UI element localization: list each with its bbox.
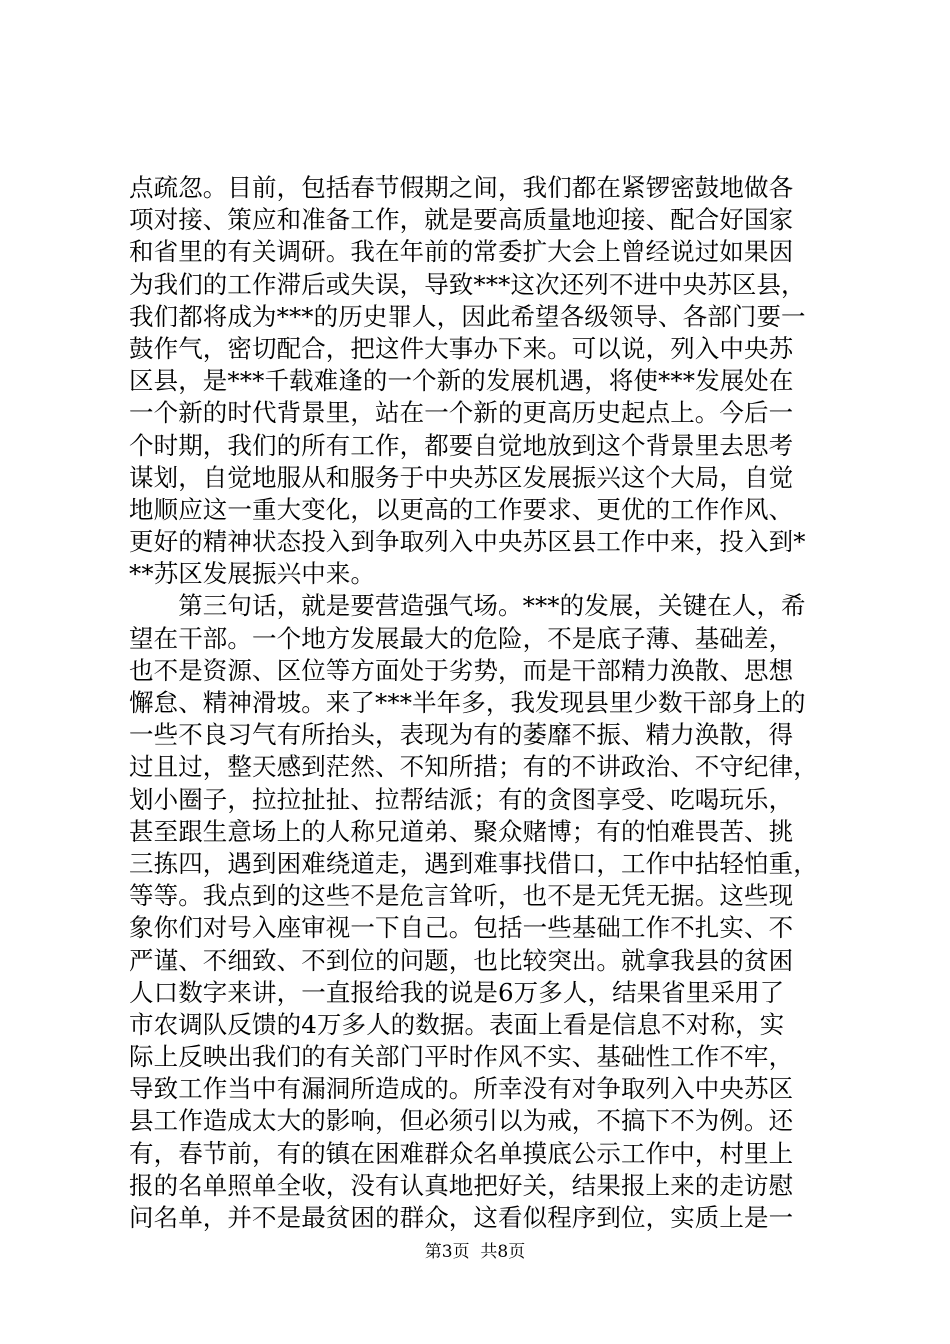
text-line: 甚至跟生意场上的人称兄道弟、聚众赌博；有的怕难畏苦、挑 — [129, 816, 794, 846]
text-line: 三拣四，遇到困难绕道走，遇到难事找借口，工作中拈轻怕重， — [129, 848, 818, 878]
text-line: 点疏忽。目前，包括春节假期之间，我们都在紧锣密鼓地做各 — [129, 173, 794, 202]
footer-separator — [470, 1242, 481, 1262]
text-line: 地顺应这一重大变化，以更高的工作要求、更优的工作作风、 — [129, 494, 794, 524]
text-line: 导致工作当中有漏洞所造成的。所幸没有对争取列入中央苏区 — [129, 1074, 794, 1104]
text-line: 人口数字来讲，一直报给我的说是6万多人，结果省里采用了 — [129, 977, 785, 1007]
text-line: 等等。我点到的这些不是危言耸听，也不是无凭无据。这些现 — [129, 881, 794, 911]
text-line: 象你们对号入座审视一下自己。包括一些基础工作不扎实、不 — [129, 913, 794, 943]
text-line: 项对接、策应和准备工作，就是要高质量地迎接、配合好国家 — [129, 205, 794, 235]
text-line: 为我们的工作滞后或失误，导致***这次还列不进中央苏区县， — [129, 269, 806, 299]
text-line: 望在干部。一个地方发展最大的危险，不是底子薄、基础差， — [129, 623, 794, 653]
text-line: 也不是资源、区位等方面处于劣势，而是干部精力涣散、思想 — [129, 655, 794, 685]
text-line: 和省里的有关调研。我在年前的常委扩大会上曾经说过如果因 — [129, 237, 794, 267]
text-line: 际上反映出我们的有关部门平时作风不实、基础性工作不牢， — [129, 1042, 794, 1072]
text-line: 我们都将成为***的历史罪人，因此希望各级领导、各部门要一 — [129, 301, 806, 331]
text-line: 一些不良习气有所抬头，表现为有的萎靡不振、精力涣散，得 — [129, 720, 794, 750]
page-footer — [0, 1241, 950, 1263]
text-line: 一个新的时代背景里，站在一个新的更高历史起点上。今后一 — [129, 398, 794, 428]
text-line: 县工作造成太大的影响，但必须引以为戒，不搞下不为例。还 — [129, 1106, 794, 1136]
text-line: 严谨、不细致、不到位的问题，也比较突出。就拿我县的贫困 — [129, 945, 794, 975]
document-body — [129, 172, 829, 1234]
text-line: 第三句话，就是要营造强气场。***的发展，关键在人，希 — [129, 591, 806, 621]
text-line: 过且过，整天感到茫然、不知所措；有的不讲政治、不守纪律， — [129, 752, 818, 782]
text-line: 问名单，并不是最贫困的群众，这看似程序到位，实质上是一 — [129, 1203, 794, 1232]
text-line: 区县，是***千载难逢的一个新的发展机遇，将使***发展处在 — [129, 366, 794, 396]
page-total: 共8页 — [480, 1242, 526, 1262]
text-line: 鼓作气，密切配合，把这件大事办下来。可以说，列入中央苏 — [129, 333, 794, 363]
text-line: 报的名单照单全收，没有认真地把好关，结果报上来的走访慰 — [129, 1170, 794, 1200]
text-line: 更好的精神状态投入到争取列入中央苏区县工作中来，投入到* — [129, 527, 806, 557]
text-line: 谋划，自觉地服从和服务于中央苏区发展振兴这个大局，自觉 — [129, 462, 794, 492]
text-line: 有，春节前，有的镇在困难群众名单摸底公示工作中，村里上 — [129, 1138, 794, 1168]
text-line: **苏区发展振兴中来。 — [129, 559, 376, 589]
text-line: 市农调队反馈的4万多人的数据。表面上看是信息不对称，实 — [129, 1009, 785, 1039]
text-line: 懈怠、精神滑坡。来了***半年多，我发现县里少数干部身上的 — [129, 688, 806, 717]
text-line: 划小圈子，拉拉扯扯、拉帮结派；有的贪图享受、吃喝玩乐， — [129, 784, 794, 814]
page-number: 第3页 — [424, 1242, 470, 1262]
text-line: 个时期，我们的所有工作，都要自觉地放到这个背景里去思考 — [129, 430, 794, 460]
